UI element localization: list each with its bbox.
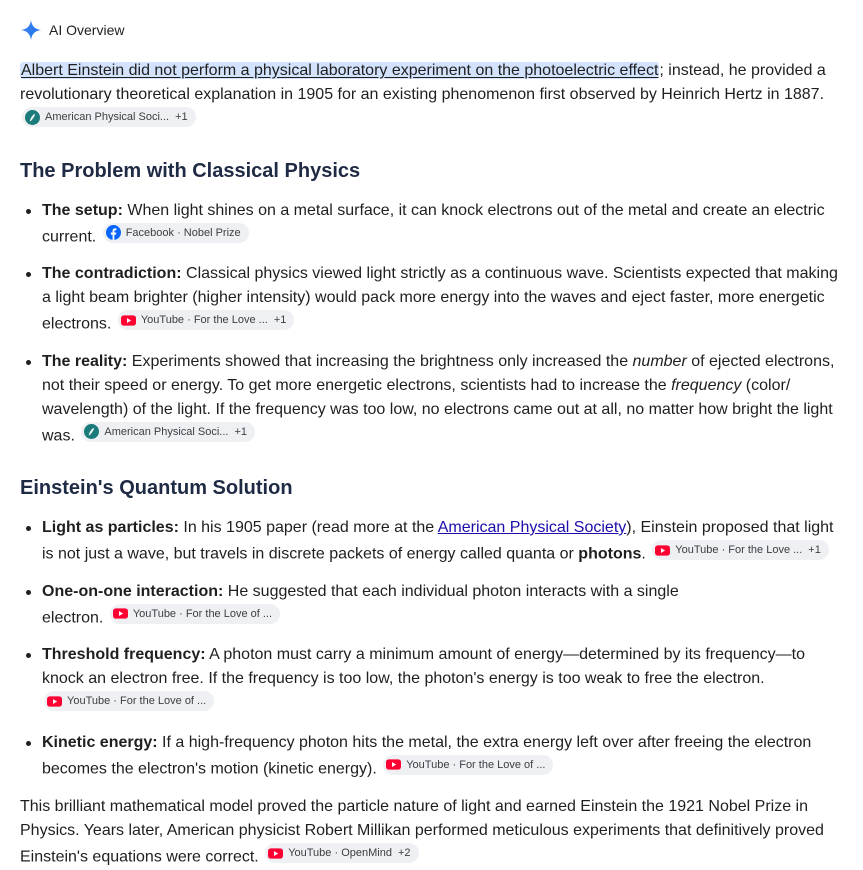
item-text: .: [641, 545, 646, 563]
emphasis-frequency: frequency: [671, 376, 742, 394]
source-chip[interactable]: [265, 843, 418, 863]
item-label: The setup:: [42, 201, 123, 219]
chip-source-label: American Physical Soci...: [45, 111, 170, 123]
quantum-list: [20, 516, 845, 781]
source-chip[interactable]: [103, 223, 249, 243]
intro-text: ; instead, he provided a revolutionary theoretical explanation in 1905 for an existing phenomenon first observed by Heinrich Hertz in 1887.: [20, 62, 826, 103]
source-chip[interactable]: [44, 691, 214, 711]
list-item: [20, 731, 845, 782]
overview-content: [20, 58, 845, 870]
item-label: The contradiction:: [42, 265, 182, 282]
list-item: [20, 516, 845, 567]
source-chip[interactable]: [118, 310, 295, 330]
youtube-icon: [121, 313, 136, 328]
chip-source-label: YouTube · For the Love of ...: [132, 607, 273, 620]
item-label: Light as particles:: [42, 519, 179, 536]
item-text: He suggested that each individual photon interacts with a single electron.: [42, 582, 679, 626]
american-physical-society-link[interactable]: American Physical Society: [437, 519, 627, 536]
chip-source-label: Facebook · Nobel Prize: [125, 226, 241, 239]
item-text: (color/ wavelength) of the light. If the frequency was too low, no electrons came out at all, no matter how bright the light was.: [42, 376, 833, 444]
gemini-sparkle-icon: [20, 19, 42, 41]
section-heading-classical: The Problem with Classical Physics: [20, 159, 361, 182]
facebook-icon: [106, 225, 121, 240]
ai-overview-header: [20, 18, 124, 42]
source-chip[interactable]: [110, 604, 280, 624]
list-item: [20, 580, 722, 631]
item-text: If a high-frequency photon hits the metal, the extra energy left over after freeing the electron becomes the electron's motion (kinetic energy).: [42, 733, 812, 777]
chip-more-count: +1: [808, 544, 821, 556]
youtube-icon: [386, 757, 401, 772]
chip-more-count: +2: [397, 847, 411, 859]
chip-source-label: YouTube · For the Love ...: [140, 314, 268, 326]
item-text: Experiments showed that increasing the brightness only increased the: [127, 352, 633, 370]
chip-more-count: +1: [175, 111, 188, 123]
youtube-icon: [113, 606, 128, 621]
conclusion-paragraph: [20, 795, 845, 870]
source-chip[interactable]: [22, 107, 196, 127]
list-item: [20, 262, 845, 337]
classical-list: [20, 199, 845, 449]
item-text: Classical physics viewed light strictly as a continuous wave. Scientists expected that making a light beam brighter (higher intensity) would pack more energy into the waves and eject faster, more energetic electrons.: [42, 265, 838, 333]
chip-more-count: +1: [234, 425, 248, 438]
source-chip[interactable]: [383, 755, 553, 775]
intro-paragraph: [20, 59, 845, 134]
item-text: When light shines on a metal surface, it can knock electrons out of the metal and create an electric current.: [42, 201, 825, 245]
american-physical-society-icon: [84, 424, 99, 439]
item-label: The reality:: [42, 352, 128, 370]
section-heading-quantum: Einstein's Quantum Solution: [20, 477, 293, 499]
chip-source-label: YouTube · For the Love ...: [675, 544, 803, 556]
chip-source-label: YouTube · For the Love of ...: [406, 758, 546, 771]
item-label: One-on-one interaction:: [42, 582, 224, 600]
chip-more-count: +1: [273, 314, 287, 326]
chip-source-label: American Physical Soci...: [104, 425, 229, 438]
emphasis-photons: photons: [578, 545, 642, 563]
youtube-icon: [47, 694, 62, 709]
highlighted-claim[interactable]: Albert Einstein did not perform a physical laboratory experiment on the photoelectric effect: [21, 62, 659, 79]
chip-source-label: YouTube · OpenMind: [288, 847, 392, 859]
header-title: AI Overview: [49, 22, 125, 38]
item-text: ), Einstein proposed that light is not just a wave, but travels in discrete packets of energy called quanta or: [42, 519, 834, 563]
source-chip[interactable]: [652, 540, 829, 560]
item-text: A photon must carry a minimum amount of energy—determined by its frequency—to knock an electron free. If the frequency is too low, the photon's energy is too weak to free the electron.: [42, 646, 805, 687]
item-label: Kinetic energy:: [42, 733, 158, 751]
emphasis-number: number: [632, 352, 687, 370]
item-text: In his 1905 paper (read more at the: [178, 519, 438, 536]
youtube-icon: [268, 846, 283, 861]
youtube-icon: [655, 543, 670, 558]
list-item: [20, 643, 817, 718]
american-physical-society-icon: [25, 110, 40, 125]
list-item: [20, 199, 845, 250]
item-text: of ejected electrons, not their speed or energy. To get more energetic electrons, scientists had to increase the: [42, 352, 835, 394]
chip-source-label: YouTube · For the Love of ...: [67, 695, 207, 707]
list-item: [20, 350, 845, 449]
conclusion-text: This brilliant mathematical model proved the particle nature of light and earned Einstein the 1921 Nobel Prize in Physics. Years later, American physicist Robert Millikan performed meticulous experiments that definitively proved Einstein's equations were correct.: [20, 798, 824, 866]
item-label: Threshold frequency:: [42, 646, 206, 663]
source-chip[interactable]: [81, 422, 255, 442]
